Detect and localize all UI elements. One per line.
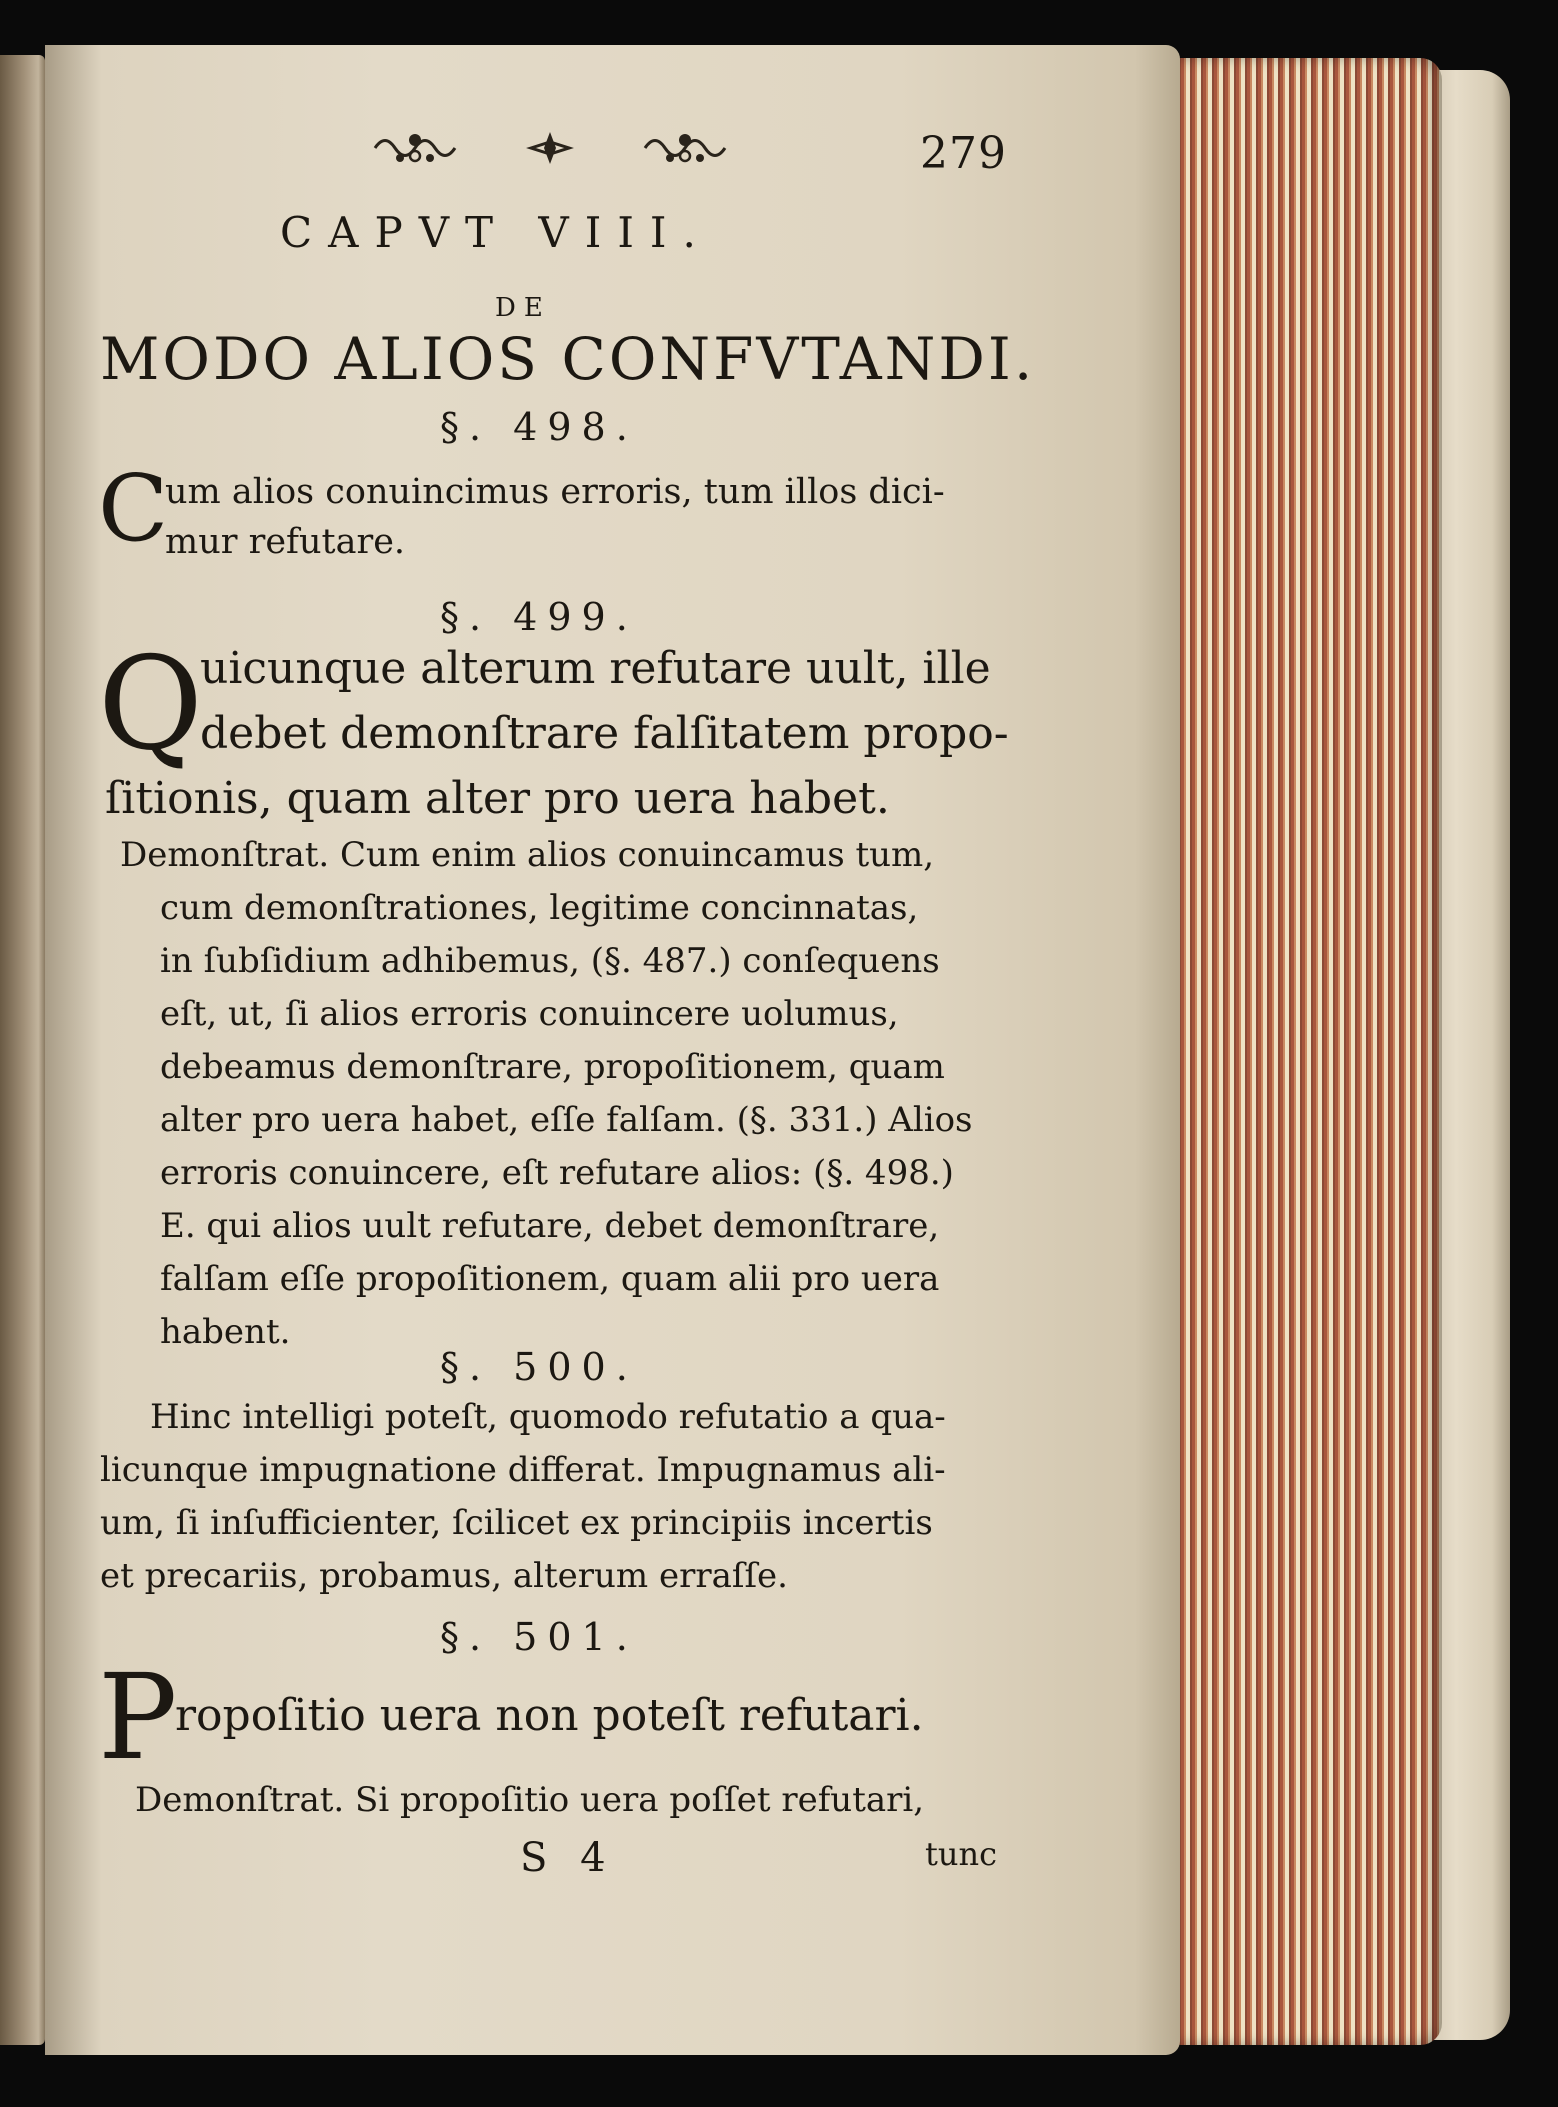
- fleuron-ornament-icon: [640, 128, 730, 168]
- drop-cap: Q: [98, 630, 203, 779]
- fleuron-ornament-icon: [370, 128, 460, 168]
- demonstration-line: habent.: [160, 1312, 291, 1352]
- drop-cap: C: [98, 455, 169, 562]
- catchword: tunc: [925, 1835, 997, 1873]
- text-line: ſitionis, quam alter pro uera habet.: [105, 773, 890, 824]
- text-line: debet demonſtrare falſitatem propo-: [200, 708, 1009, 759]
- demonstration-line: Demonſtrat. Si propoſitio uera poſſet refutari,: [135, 1780, 925, 1820]
- section-marker-498: §. 498.: [440, 405, 638, 449]
- text-line: ropoſitio uera non poteſt refutari.: [175, 1690, 924, 1741]
- demonstration-line: in ſubſidium adhibemus, (§. 487.) conſequens: [160, 941, 940, 981]
- text-line: mur refutare.: [165, 522, 406, 562]
- demonstration-line: debeamus demonſtrare, propoſitionem, quam: [160, 1047, 945, 1087]
- section-marker-499: §. 499.: [440, 595, 638, 639]
- text-line: licunque impugnatione differat. Impugnamus ali-: [100, 1450, 946, 1490]
- section-marker-501: §. 501.: [440, 1615, 638, 1659]
- drop-cap: P: [98, 1648, 178, 1786]
- text-line: Hinc intelligi poteſt, quomodo refutatio a qua-: [150, 1397, 946, 1437]
- section-marker-500: §. 500.: [440, 1345, 638, 1389]
- text-line: uicunque alterum refutare uult, ille: [200, 643, 991, 694]
- page-number: 279: [920, 128, 1007, 179]
- demonstration-line: Demonſtrat. Cum enim alios conuincamus tum,: [120, 835, 935, 875]
- text-line: um, ſi inſufficienter, ſcilicet ex principiis incertis: [100, 1503, 933, 1543]
- demonstration-line: alter pro uera habet, eſſe falſam. (§. 331.) Alios: [160, 1100, 973, 1140]
- chapter-title: MODO ALIOS CONFVTANDI.: [100, 325, 1036, 393]
- signature-mark: S 4: [520, 1835, 616, 1881]
- fleuron-ornament-icon: [525, 128, 575, 168]
- chapter-heading: CAPVT VIII.: [280, 208, 712, 257]
- demonstration-line: cum demonſtrationes, legitime concinnatas,: [160, 888, 919, 928]
- demonstration-line: erroris conuincere, eſt refutare alios: (§. 498.): [160, 1153, 954, 1193]
- text-line: et precariis, probamus, alterum erraſſe.: [100, 1556, 788, 1596]
- chapter-subtitle-de: DE: [495, 293, 551, 323]
- demonstration-line: eſt, ut, ſi alios erroris conuincere uolumus,: [160, 994, 899, 1034]
- text-line: um alios conuincimus erroris, tum illos dici-: [165, 472, 945, 512]
- demonstration-line: falſam eſſe propoſitionem, quam alii pro uera: [160, 1259, 940, 1299]
- demonstration-line: E. qui alios uult refutare, debet demonſtrare,: [160, 1206, 940, 1246]
- header-ornaments: [370, 128, 730, 168]
